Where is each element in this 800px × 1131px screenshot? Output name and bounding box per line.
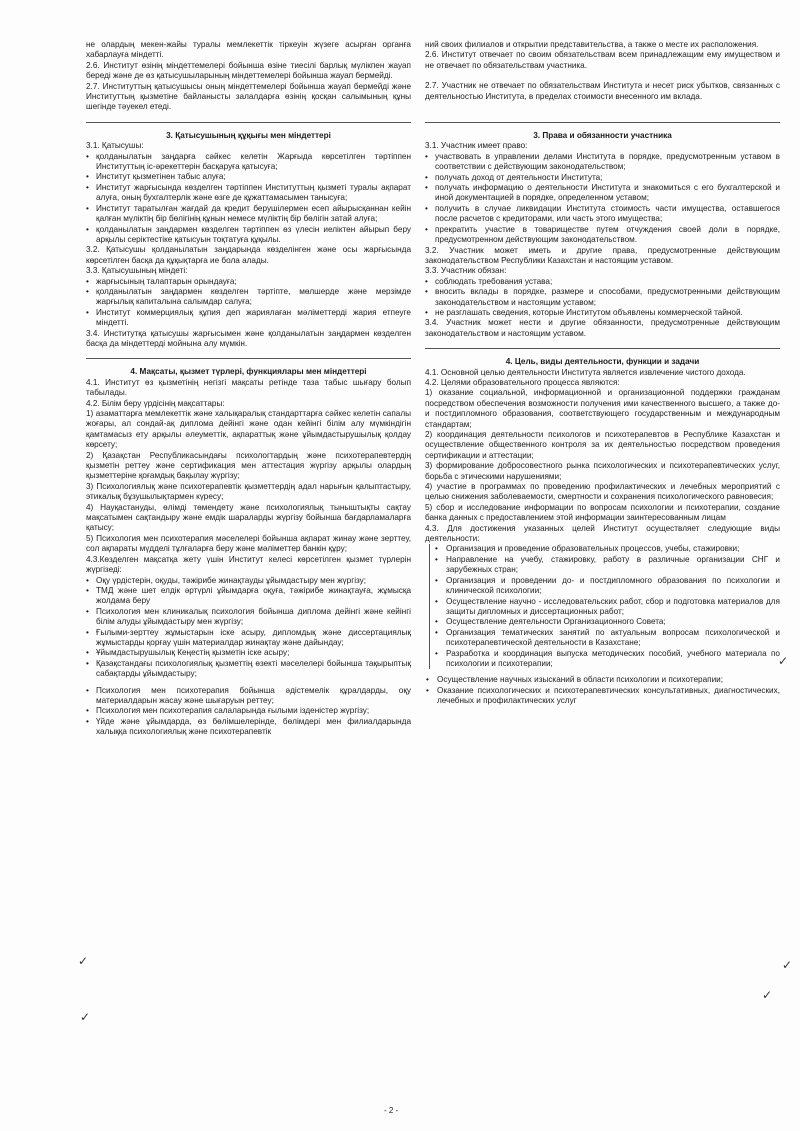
activity-item: • Осуществление научных изысканий в области психологии и психотерапии; <box>425 675 780 685</box>
check-mark-icon: ✓ <box>782 958 793 972</box>
list-item: • получить в случае ликвидации Института стоимость части имущества, оставшегося после расчетов с кредиторами, или часть этого имущества; <box>425 204 780 225</box>
list-item: • қолданылатын заңдармен көзделген тәртіппен өз үлесін иеліктен айырып беру арқылы серіктестіке қатысуын тоқтатуға құқылы. <box>86 225 411 246</box>
list-item: • получать информацию о деятельности Института и знакомиться с его бухгалтерской и иной документацией в порядке, определенном уставом; <box>425 183 780 204</box>
check-mark-icon: ✓ <box>762 988 773 1002</box>
goal-item: 2) Қазақстан Республикасындағы психологтардың және психотерапевтердің қызметін реттеу және сертификация мен аттестация жүргізу арқылы олардың қызметтеріне қоғамдық бақылау жүргізу; <box>86 450 411 481</box>
goal-item: 5) сбор и исследование информации по вопросам психологии и психотерапии, создание банка данных с предоставлением этой информации заинтересованным лицам <box>425 502 780 523</box>
goal-item: 2) координация деятельности психологов и психотерапевтов в Республике Казахстан и осуществление общественного контроля за их деятельностью посредством проведения сертификации и аттестации; <box>425 430 780 460</box>
clause: 3.3. Участник обязан: <box>425 266 507 276</box>
check-mark-icon: ✓ <box>78 954 89 968</box>
activity-item: • Осуществление научно - исследовательских работ, сбор и подготовка материалов для защиты дипломных и диссертационных работ; <box>434 597 780 618</box>
section-divider <box>86 358 411 359</box>
section-3-heading: 3. Қатысушының құқығы мен міндеттері <box>166 130 331 140</box>
activity-item: • Ұйымдастырушылық Кеңестің қызметін іске асыру; <box>86 648 411 658</box>
list-item: • Институт жарғысында көзделген тәртіппен Институттың қызметі туралы ақпарат алуға, оның бухгалтерлік және өзге де құжаттамасымен танысуға; <box>86 183 411 204</box>
clause: 4.2. Целями образовательного процесса являются: <box>425 377 620 387</box>
goal-item: 3) Психологиялық және психотерапевтік қызметтердің адал нарығын қалыптастыру, этикалық бұзушылықтармен күресу; <box>86 481 411 502</box>
list-item: • не разглашать сведения, которые Институтом объявлены коммерческой тайной. <box>425 308 780 318</box>
list-item: • вносить вклады в порядке, размере и способами, предусмотренными действующим законодательством и настоящим уставом; <box>425 287 780 308</box>
clause: 4.2. Білім беру үрдісінің мақсаттары: <box>86 398 225 408</box>
clause: 3.2. Участник может иметь и другие права, предусмотренные действующим законодательством Республики Казахстан и настоящим уставом. <box>425 245 780 265</box>
clause: 3.1. Қатысушы: <box>86 141 144 151</box>
activity-item: • Психология мен клиникалық психология бойынша диплома дейінгі және кейінгі білім алуды ұйымдастыру мен жүргізу; <box>86 607 411 628</box>
paragraph: 2.7. Участник не отвечает по обязательствам Института и несет риск убытков, связанных с деятельностью Института, в пределах стоимости внесенного им вклада. <box>425 81 780 101</box>
activity-item: • Психология мен психотерапия салаларында ғылыми ізденістер жүргізу; <box>86 706 411 716</box>
section-divider <box>86 122 411 123</box>
list-item: • Институт қызметінен табыс алуға; <box>86 172 411 182</box>
paragraph: не олардың мекен-жайы туралы мемлекеттік тіркеуін жүзеге асырған органға хабарлауға міндетті. <box>86 40 411 60</box>
paragraph: 2.6. Институт өзінің міндеттемелері бойынша өзіне тиесілі барлық мүлікпен жауап береді және де өз қатысушыларының міндеттемелері бойынша жауап бермейді. <box>86 60 411 81</box>
activity-item: • Разработка и координация выпуска методических пособий, учебного материала по психологии и психотерапии; <box>434 649 780 670</box>
activity-item: • Осуществление деятельности Организационного Совета; <box>434 617 780 627</box>
list-item: • Институт таратылған жағдай да кредит берушілермен есеп айырысқаннан кейін қалған мүліктің бір бөлігінің құнын немесе мүліктің бір бөлігін затай алуға; <box>86 204 411 225</box>
activity-item: • Психология мен психотерапия бойынша әдістемелік құралдарды, оқу материалдарын жасау және шығаруын реттеу; <box>86 686 411 707</box>
clause: 3.1. Участник имеет право: <box>425 141 528 151</box>
goal-item: 4) участие в программах по проведению профилактических и лечебных мероприятий с целью снижения заболеваемости, смертности и сохранения психологического равновесия; <box>425 482 780 502</box>
activity-item: • Ғылыми-зерттеу жұмыстарын іске асыру, дипломдық және диссертациялық жұмыстарды қорғау үшін материалдар жинақтау және дайындау; <box>86 628 411 649</box>
activity-item: • Организация и проведение образовательных процессов, учебы, стажировки; <box>434 544 780 554</box>
activity-item: • Организация тематических занятий по актуальным вопросам психологической и психотерапевтической деятельности в Казахстане; <box>434 628 780 649</box>
goal-item: 3) формирование добросовестного рынка психологических и психотерапевтических услуг, борьба с этическими нарушениями; <box>425 461 780 481</box>
check-mark-icon: ✓ <box>778 654 789 668</box>
activity-item: • Оказание психологических и психотерапевтических консультативных, диагностических, лечебных и профилактических услуг <box>425 686 780 707</box>
russian-column <box>425 40 780 707</box>
list-item: • қолданылатын заңдарға сәйкес келетін Жарғыда көрсетілген тәртіппен Институттың іс-әрекеттерін басқаруға қатысуға; <box>86 152 411 173</box>
activity-item: • Оқу үрдістерін, оқуды, тәжірибе жинақтауды ұйымдастыру мен жүргізу; <box>86 576 411 586</box>
list-item: • получать доход от деятельности Института; <box>425 173 780 183</box>
goal-item: 5) Психология мен психотерапия мәселелері бойынша ақпарат жинау және зерттеу, сол ақпараты мүдделі тұлғаларға беру және мәліметтер банкін құру; <box>86 533 411 554</box>
list-item: • прекратить участие в товариществе путем отчуждения своей доли в порядке, предусмотренном действующим законодательством. <box>425 225 780 246</box>
section-3-heading: 3. Права и обязанности участника <box>533 131 672 141</box>
page-number: - 2 - <box>384 1106 399 1115</box>
kazakh-column <box>86 40 411 738</box>
list-item: • участвовать в управлении делами Института в порядке, предусмотренным уставом в соответствии с действующим законодательством; <box>425 152 780 173</box>
section-4-heading: 4. Цель, виды деятельности, функции и задачи <box>505 357 700 367</box>
clause: 4.1. Институт өз қызметінің негізгі мақсаты ретінде таза табыс шығару болып табылады. <box>86 377 411 398</box>
clause: 4.3.Көзделген мақсатқа жету үшін Институт келесі көрсетілген қызмет түрлерін жүргізеді: <box>86 554 411 575</box>
paragraph: 2.7. Институттың қатысушысы оның міндеттемелері бойынша жауап бермейді және Институттың қызметіне байланысты залалдарға өзінің қосқан салымының құны шегінде тәуекел етеді. <box>86 81 411 112</box>
list-item: • жарғысының талаптарын орындауға; <box>86 277 411 287</box>
clause: 3.3. Қатысушының міндеті: <box>86 266 188 276</box>
check-mark-icon: ✓ <box>80 1010 91 1024</box>
clause: 3.4. Участник может нести и другие обязанности, предусмотренные действующим законодательством и настоящим уставом. <box>425 318 780 338</box>
clause: 4.3. Для достижения указанных целей Институт осуществляет следующие виды деятельности: <box>425 523 780 544</box>
activity-item: • Направление на учебу, стажировку, работу в различные организации СНГ и зарубежных стран; <box>434 555 780 576</box>
clause: 4.1. Основной целью деятельности Института является извлечение чистого дохода. <box>425 367 746 377</box>
clause: 3.4. Институтқа қатысушы жарғысымен және қолданылатын заңдармен көзделген басқа да міндеттерді мойнына алу мүмкін. <box>86 328 411 348</box>
activity-item: • ТМД және шет елдік әртүрлі ұйымдарға оқуға, тәжірибе жинақтауға, жұмысқа жолдама беру <box>86 586 411 607</box>
section-4-heading: 4. Мақсаты, қызмет түрлері, функциялары мен міндеттері <box>130 367 367 377</box>
paragraph: ний своих филиалов и открытии представительства, а также о месте их расположения. <box>425 40 759 49</box>
list-item: • Институт коммерциялық құпия деп жариялаған мәліметтерді жария етпеуге міндетті. <box>86 308 411 329</box>
list-item: • қолданылатын заңдармен көзделген тәртіпте, мөлшерде және мерзімде жарғылық капиталына салымдар салуға; <box>86 287 411 308</box>
goal-item: 1) оказание социальной, информационной и организационной поддержки гражданам посредством обеспечения возможности получения ими качественного высшего, а также до- и постдипломного образования, соответствующего государственным и международным стандартам; <box>425 388 780 429</box>
list-item: • соблюдать требования устава; <box>425 277 780 287</box>
goal-item: 1) азаматтарға мемлекеттік және халықаралық стандарттарға сәйкес келетін сапалы жоғары, ал сондай-ақ диплома дейінгі және одан кейінгі білім алу мүмкіндігін қамтамасыз ету арқылы әлеуметтік, ақпараттық және ұйымдастырушылық қолдау көрсету; <box>86 409 411 450</box>
section-divider <box>425 348 780 349</box>
activity-item: • Организация и проведении до- и постдипломного образования по психологии и клинической психологии; <box>434 576 780 597</box>
section-divider <box>425 122 780 123</box>
activity-item: • Қазақстандағы психологиялық қызметтің өзекті мәселелері бойынша тақырыптық сабақтарды ұйымдастыру; <box>86 659 411 680</box>
activity-item: • Үйде және ұйымдарда, өз бөлімшелерінде, бөлімдері мен филиалдарында халыққа психологиялық және психотерапевтік <box>86 717 411 738</box>
clause: 3.2. Қатысушы қолданылатын заңдарында көзделінген және осы жарғысында көрсетілген басқа да құқықтарға ие бола алады. <box>86 245 411 265</box>
goal-item: 4) Науқастануды, өлімді төмендету және психологиялық тыныштықты сақтау мақсатымен сақтандыру және емдік шараларды жүргізу бойынша бағдарламаларға қатысу; <box>86 502 411 533</box>
activity-list <box>429 544 780 669</box>
paragraph: 2.6. Институт отвечает по своим обязательствам всем принадлежащим ему имуществом и не отвечает по обязательствам участника. <box>425 50 780 70</box>
